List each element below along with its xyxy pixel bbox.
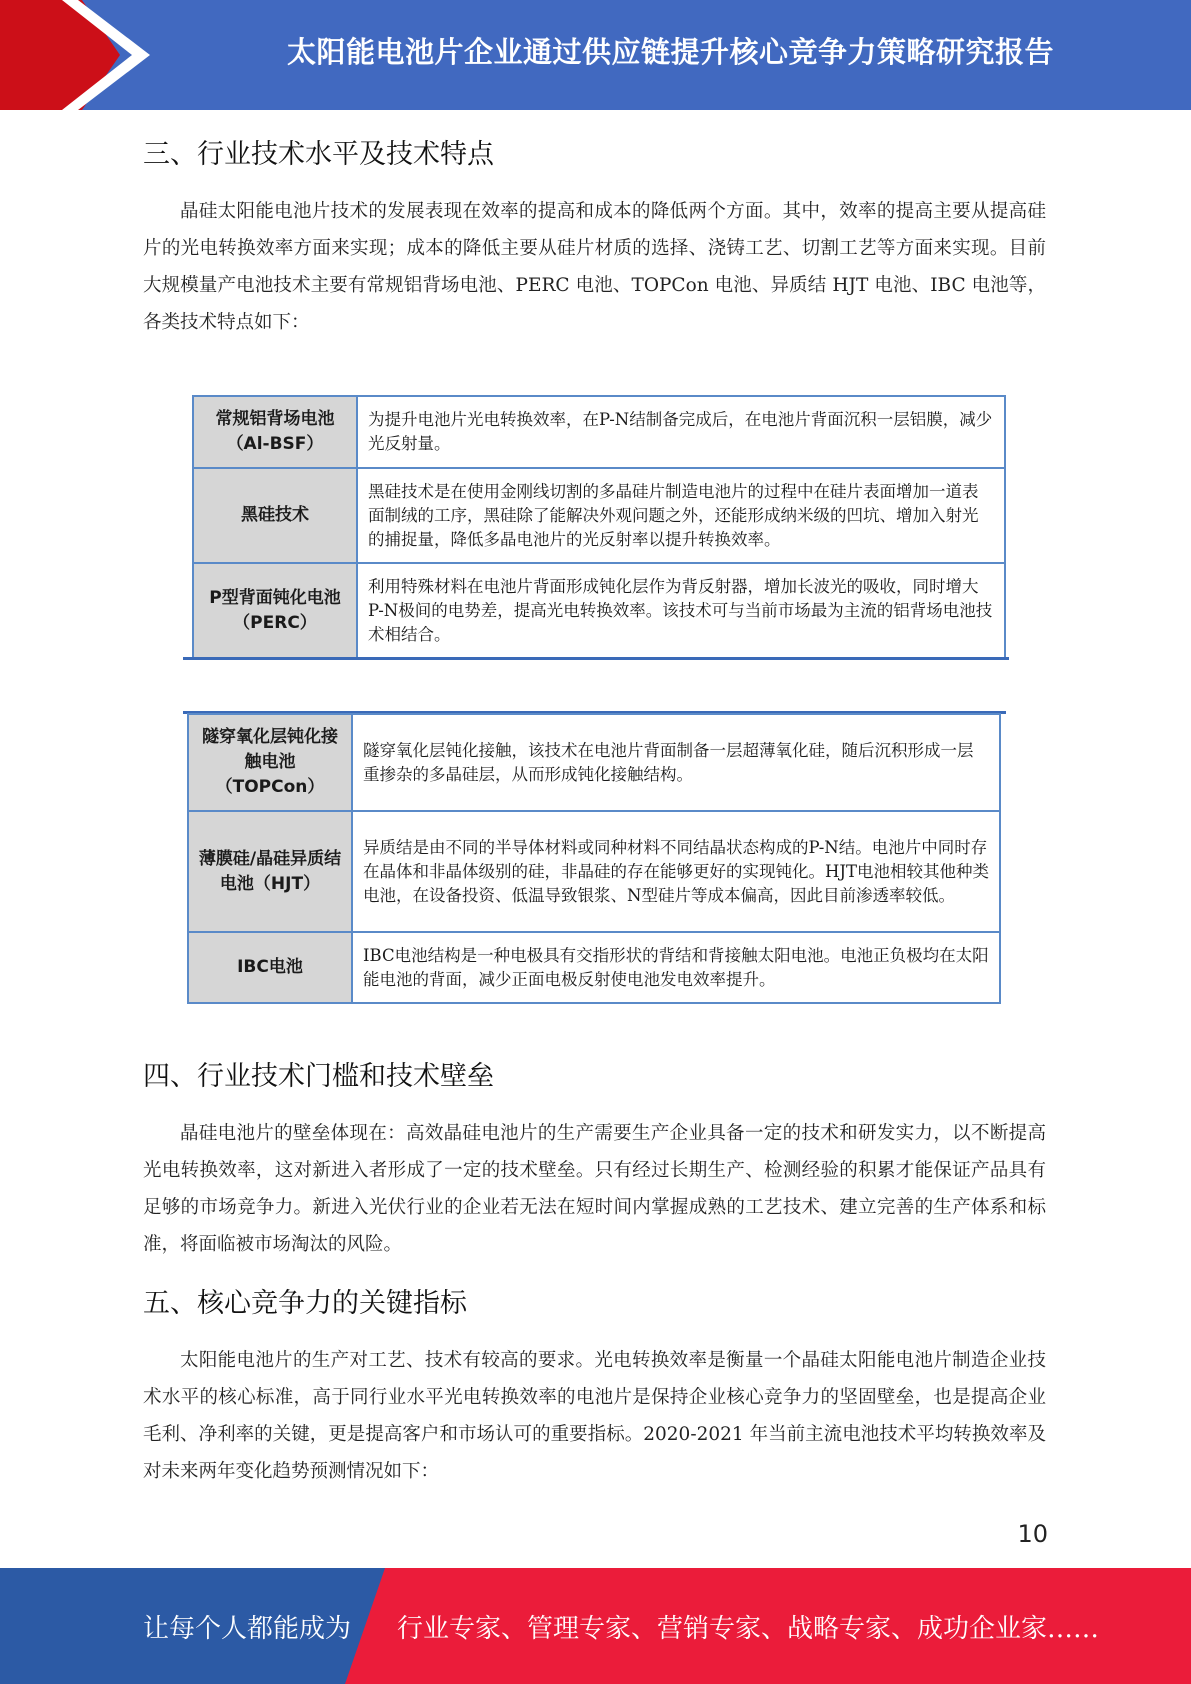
footer-slogan-right: 行业专家、管理专家、营销专家、战略专家、成功企业家……: [397, 1613, 1100, 1644]
table-cell-name: 常规铝背场电池（Al-BSF）: [193, 396, 357, 468]
page-number: 10: [1017, 1520, 1048, 1548]
section-paragraph: 晶硅太阳能电池片技术的发展表现在效率的提高和成本的降低两个方面。其中，效率的提高主要从提高硅片的光电转换效率方面来实现；成本的降低主要从硅片材质的选择、浇铸工艺、切割工艺等方面来实现。目前大规模量产电池技术主要有常规铝背场电池、PERC 电池、TOPCon 电池、异质结 HJT 电池、IBC 电池等，各类技术特点如下：: [143, 201, 1046, 333]
table-cell-desc: 异质结是由不同的半导体材料或同种材料不同结晶状态构成的P-N结。电池片中同时存在晶体和非晶体级别的硅，非晶硅的存在能够更好的实现钝化。HJT电池相较其他种类电池，在设备投资、低温导致银浆、N型硅片等成本偏高，因此目前渗透率较低。: [352, 811, 1000, 932]
tech-table-1: [192, 395, 1006, 659]
section-heading: 四、行业技术门槛和技术壁垒: [143, 1061, 494, 1092]
table-row: [188, 811, 1000, 932]
table-cell-name: IBC电池: [188, 932, 352, 1003]
table-row: [193, 468, 1005, 563]
report-title: 太阳能电池片企业通过供应链提升核心竞争力策略研究报告: [286, 34, 1054, 69]
table-cell-name: 隧穿氧化层钝化接触电池（TOPCon）: [188, 714, 352, 811]
table-divider-line: [183, 657, 1009, 660]
page-footer: [0, 1568, 1191, 1684]
table-cell-name: P型背面钝化电池（PERC）: [193, 563, 357, 658]
table-row: [188, 932, 1000, 1003]
tech-table-2: [187, 713, 1001, 1004]
section-paragraph: 太阳能电池片的生产对工艺、技术有较高的要求。光电转换效率是衡量一个晶硅太阳能电池片制造企业技术水平的核心标准，高于同行业水平光电转换效率的电池片是保持企业核心竞争力的坚固壁垒，也是提高企业毛利、净利率的关键，更是提高客户和市场认可的重要指标。2020-2021 年当前主流电池技术平均转换效率及对未来两年变化趋势预测情况如下：: [143, 1350, 1046, 1482]
section-lower: [143, 1040, 1046, 1490]
section-paragraph: 晶硅电池片的壁垒体现在：高效晶硅电池片的生产需要生产企业具备一定的技术和研发实力，以不断提高光电转换效率，这对新进入者形成了一定的技术壁垒。只有经过长期生产、检测经验的积累才能保证产品具有足够的市场竞争力。新进入光伏行业的企业若无法在短时间内掌握成熟的工艺技术、建立完善的生产体系和标准，将面临被市场淘汰的风险。: [143, 1123, 1046, 1255]
table-cell-desc: 利用特殊材料在电池片背面形成钝化层作为背反射器，增加长波光的吸收，同时增大P-N极间的电势差，提高光电转换效率。该技术可与当前市场最为主流的铝背场电池技术相结合。: [357, 563, 1005, 658]
table-cell-name: 黑硅技术: [193, 468, 357, 563]
header-red-arrow-decoration: [0, 0, 120, 110]
table-cell-desc: 隧穿氧化层钝化接触，该技术在电池片背面制备一层超薄氧化硅，随后沉积形成一层重掺杂的多晶硅层，从而形成钝化接触结构。: [352, 714, 1000, 811]
table-row: [193, 563, 1005, 658]
table-cell-desc: IBC电池结构是一种电极具有交指形状的背结和背接触太阳电池。电池正负极均在太阳能电池的背面，减少正面电极反射使电池发电效率提升。: [352, 932, 1000, 1003]
table-row: [193, 396, 1005, 468]
table-cell-desc: 黑硅技术是在使用金刚线切割的多晶硅片制造电池片的过程中在硅片表面增加一道表面制绒的工序，黑硅除了能解决外观问题之外，还能形成纳米级的凹坑、增加入射光的捕捉量，降低多晶电池片的光反射率以提升转换效率。: [357, 468, 1005, 563]
table-cell-desc: 为提升电池片光电转换效率，在P-N结制备完成后，在电池片背面沉积一层铝膜，减少光反射量。: [357, 396, 1005, 468]
section-tech-level: [143, 118, 1046, 341]
section-heading: 五、核心竞争力的关键指标: [143, 1288, 467, 1319]
footer-slogan-left: 让每个人都能成为: [143, 1613, 352, 1644]
table-cell-name: 薄膜硅/晶硅异质结电池（HJT）: [188, 811, 352, 932]
section-heading: 三、行业技术水平及技术特点: [143, 139, 494, 170]
page-header: [0, 0, 1191, 110]
table-row: [188, 714, 1000, 811]
